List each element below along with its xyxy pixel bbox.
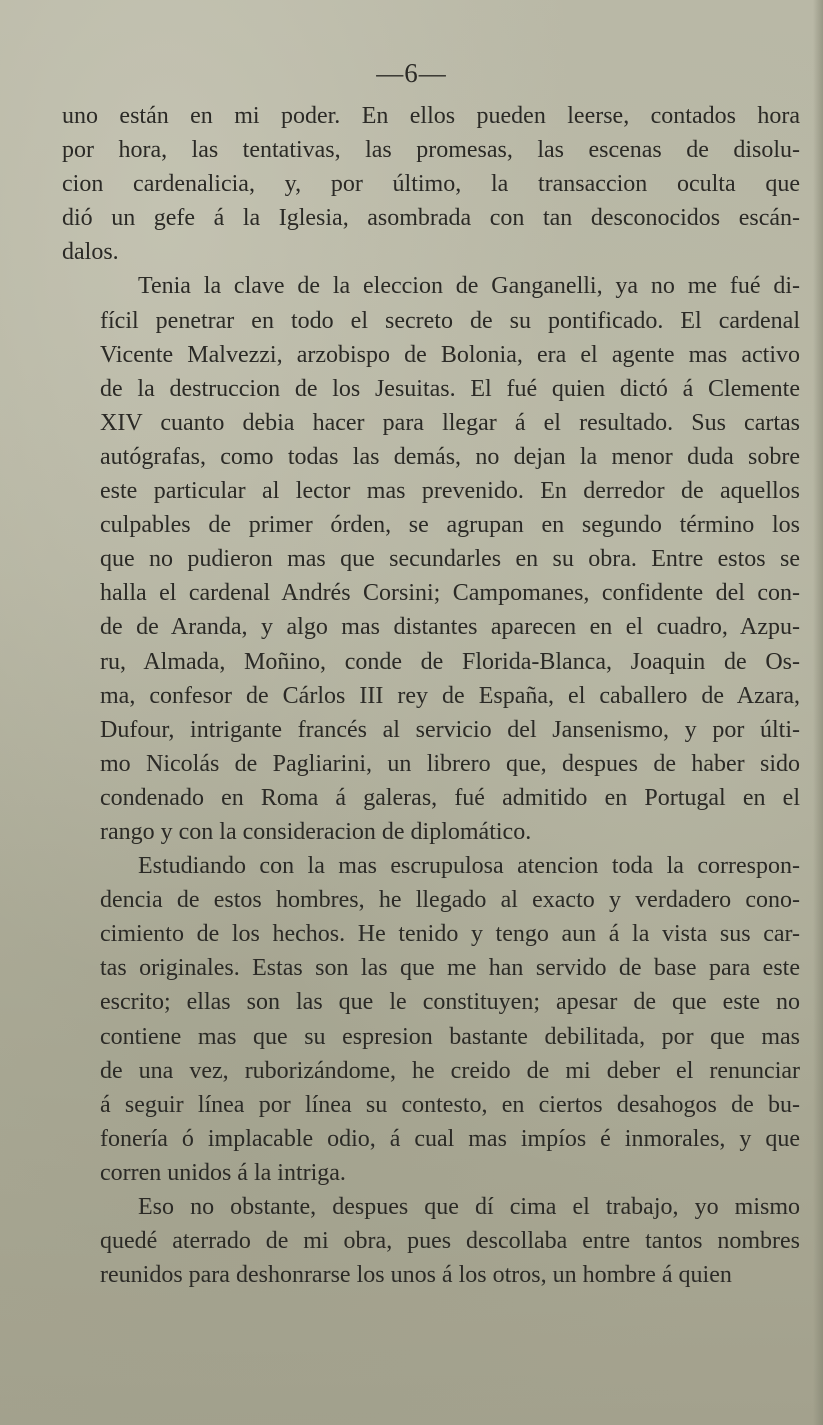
text-line: de la destruccion de los Jesuitas. El fué quien dictó á Clemente — [100, 375, 800, 402]
text-line: autógrafas, como todas las demás, no dejan la menor duda sobre — [100, 443, 800, 470]
page-edge-shadow — [813, 0, 823, 1425]
text-line: por hora, las tentativas, las promesas, las escenas de disolu- — [62, 137, 800, 164]
text-line: Eso no obstante, despues que dí cima el trabajo, yo mismo — [138, 1194, 800, 1220]
text-line: condenado en Roma á galeras, fué admitido en Portugal en el — [100, 784, 800, 811]
text-line: XIV cuanto debia hacer para llegar á el resultado. Sus cartas — [100, 409, 800, 436]
text-line: ma, confesor de Cárlos III rey de España, el caballero de Azara, — [100, 682, 800, 709]
paragraph — [62, 849, 800, 1190]
paragraph — [62, 99, 800, 269]
text-line: culpables de primer órden, se agrupan en segundo término los — [100, 512, 800, 539]
text-line: Vicente Malvezzi, arzobispo de Bolonia, era el agente mas activo — [100, 341, 800, 368]
text-line: halla el cardenal Andrés Corsini; Campomanes, confidente del con- — [100, 580, 800, 607]
text-line: contiene mas que su espresion bastante debilitada, por que mas — [100, 1023, 800, 1050]
paragraph — [62, 1190, 800, 1292]
paragraph — [62, 269, 800, 849]
text-line: Tenia la clave de la eleccion de Ganganelli, ya no me fué di- — [138, 273, 800, 300]
text-line: fonería ó implacable odio, á cual mas impíos é inmorales, y que — [100, 1125, 800, 1152]
text-line: Dufour, intrigante francés al servicio del Jansenismo, y por últi- — [100, 716, 800, 743]
text-line: de una vez, ruborizándome, he creido de mi deber el renunciar — [100, 1057, 800, 1084]
text-line: uno están en mi poder. En ellos pueden leerse, contados hora — [62, 103, 800, 129]
text-line: mo Nicolás de Pagliarini, un librero que, despues de haber sido — [100, 750, 800, 777]
body-text — [62, 99, 800, 1292]
text-line: fícil penetrar en todo el secreto de su pontificado. El cardenal — [100, 307, 800, 334]
text-line: corren unidos á la intriga. — [100, 1159, 346, 1186]
text-line: cimiento de los hechos. He tenido y tengo aun á la vista sus car- — [100, 921, 800, 948]
text-line: reunidos para deshonrarse los unos á los otros, un hombre á quien — [100, 1262, 732, 1289]
text-line: Estudiando con la mas escrupulosa atencion toda la correspon- — [138, 853, 800, 880]
text-line: que no pudieron mas que secundarles en su obra. Entre estos se — [100, 546, 800, 573]
text-line: rango y con la consideracion de diplomático. — [100, 818, 532, 845]
text-line: dalos. — [62, 239, 119, 266]
text-line: escrito; ellas son las que le constituyen; apesar de que este no — [100, 989, 800, 1016]
text-line: dió un gefe á la Iglesia, asombrada con tan desconocidos escán- — [62, 205, 800, 232]
page-number: —6— — [376, 58, 447, 88]
text-line: dencia de estos hombres, he llegado al exacto y verdadero cono- — [100, 887, 800, 914]
text-line: este particular al lector mas prevenido. En derredor de aquellos — [100, 478, 800, 505]
text-line: de de Aranda, y algo mas distantes aparecen en el cuadro, Azpu- — [100, 614, 800, 641]
text-line: ru, Almada, Moñino, conde de Florida-Blanca, Joaquin de Os- — [100, 648, 800, 675]
text-line: tas originales. Estas son las que me han servido de base para este — [100, 955, 800, 982]
text-line: cion cardenalicia, y, por último, la transaccion oculta que — [62, 171, 800, 198]
text-line: quedé aterrado de mi obra, pues descollaba entre tantos nombres — [100, 1228, 800, 1255]
text-line: á seguir línea por línea su contesto, en ciertos desahogos de bu- — [100, 1091, 800, 1118]
